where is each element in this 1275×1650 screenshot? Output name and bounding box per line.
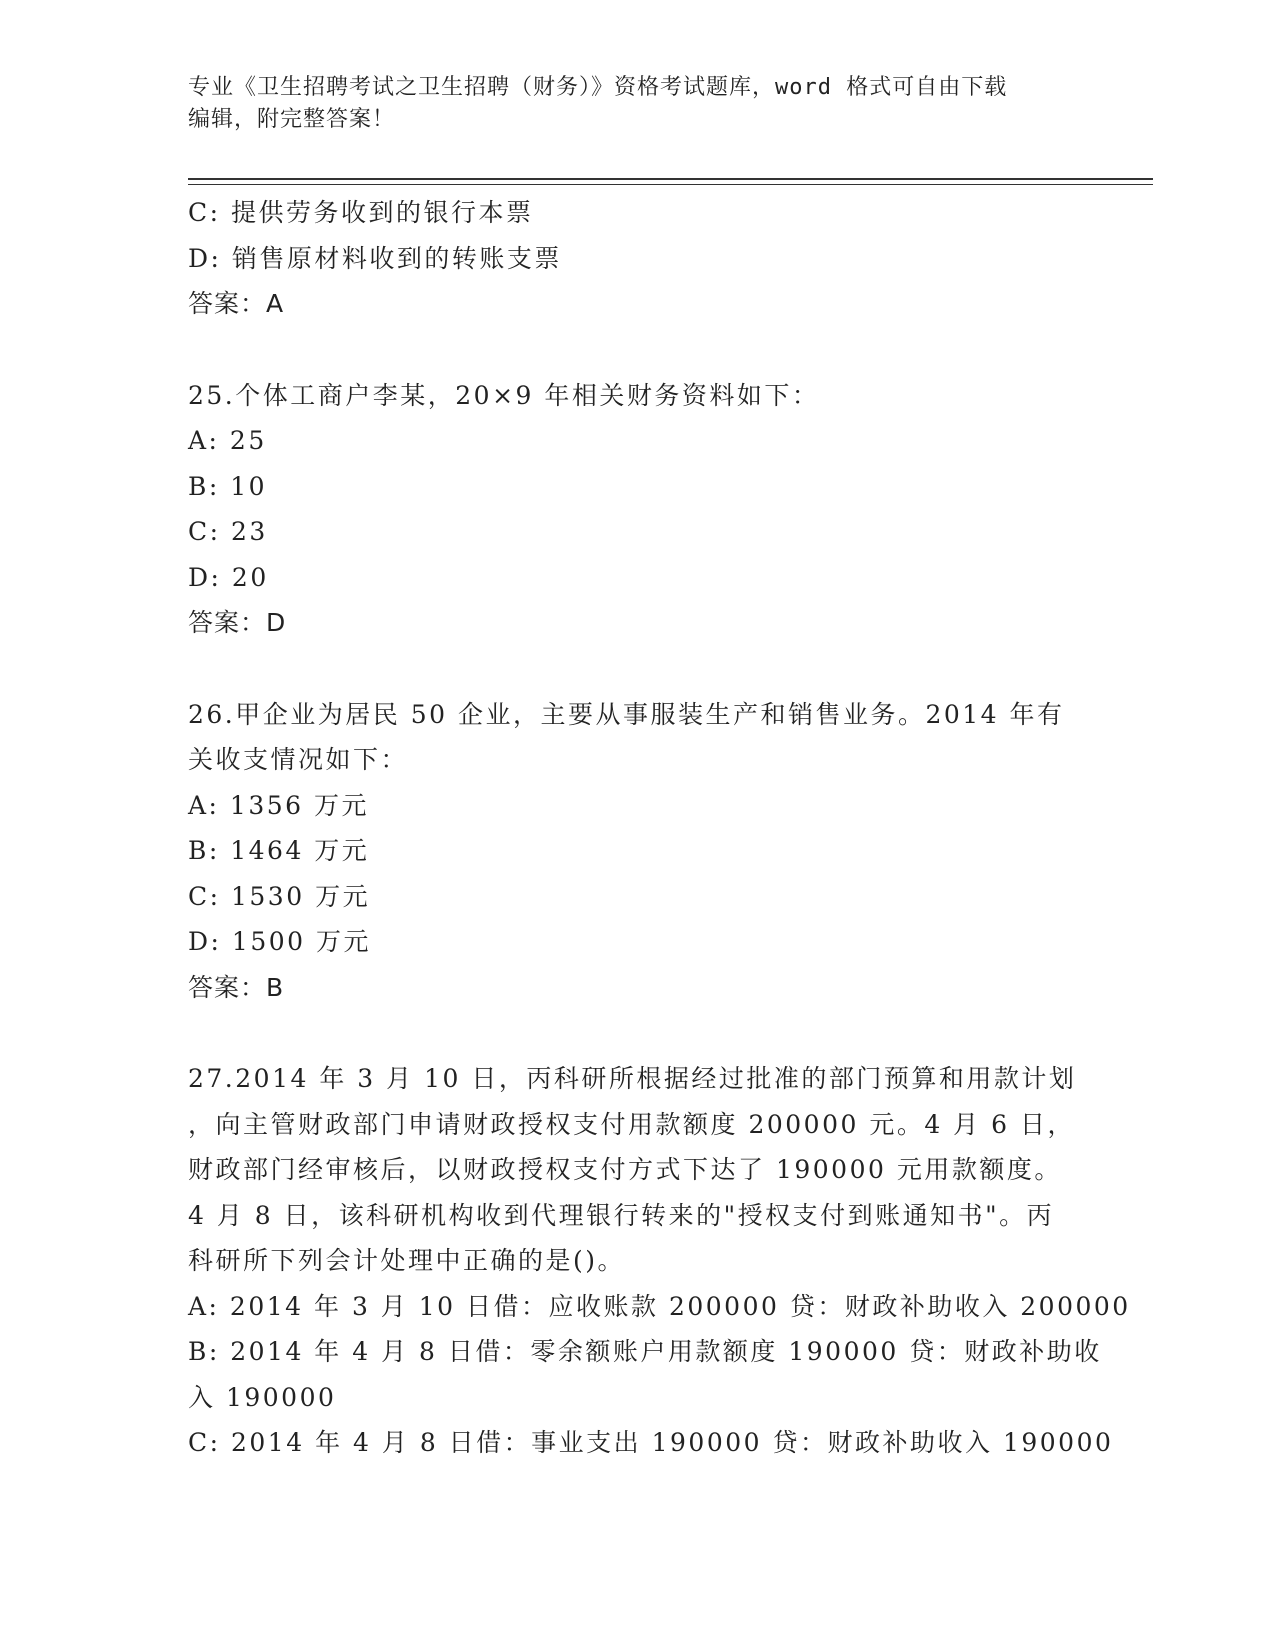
option-b-line: B: 2014 年 4 月 8 日借：零余额账户用款额度 190000 贷：财政补助收 xyxy=(188,1337,1102,1366)
question-spacer xyxy=(188,1010,1088,1056)
option-d: D: 1500 万元 xyxy=(188,927,371,956)
option-a: A: 25 xyxy=(188,426,267,455)
question-spacer xyxy=(188,646,1088,692)
answer-label: 答案：D xyxy=(188,608,287,637)
option-a: A: 2014 年 3 月 10 日借：应收账款 200000 贷：财政补助收入 200000 xyxy=(188,1291,1131,1321)
question-stem-line: 4 月 8 日，该科研机构收到代理银行转来的"授权支付到账通知书"。丙 xyxy=(188,1200,1055,1230)
question-stem-line: ，向主管财政部门申请财政授权支付用款额度 200000 元。4 月 6 日， xyxy=(188,1109,1075,1139)
option-c: C: 提供劳务收到的银行本票 xyxy=(188,198,534,227)
document-header xyxy=(188,72,1068,136)
option-b-line: 入 190000 xyxy=(188,1382,337,1412)
question-stem-line: 26.甲企业为居民 50 企业，主要从事服装生产和销售业务。2014 年有 xyxy=(188,699,1065,729)
option-c: C: 1530 万元 xyxy=(188,881,371,911)
question-stem-line: 关收支情况如下： xyxy=(188,745,409,774)
answer-label: 答案：B xyxy=(188,972,285,1002)
question-stem: 25.个体工商户李某，20×9 年相关财务资料如下： xyxy=(188,380,820,410)
question-stem-line: 财政部门经审核后，以财政授权支付方式下达了 190000 元用款额度。 xyxy=(188,1155,1062,1184)
option-b: B: 1464 万元 xyxy=(188,836,370,865)
header-line-1: 专业《卫生招聘考试之卫生招聘（财务）》资格考试题库，word 格式可自由下载 xyxy=(188,75,1008,100)
question-stem-line: 27.2014 年 3 月 10 日，丙科研所根据经过批准的部门预算和用款计划 xyxy=(188,1064,1077,1093)
option-b: B: 10 xyxy=(188,471,268,501)
header-line-2: 编辑，附完整答案！ xyxy=(188,107,396,132)
header-divider-thick xyxy=(188,178,1153,180)
question-stem-line: 科研所下列会计处理中正确的是()。 xyxy=(188,1246,626,1275)
question-24-tail xyxy=(188,190,1088,327)
answer-label: 答案：A xyxy=(188,289,285,318)
option-d: D: 20 xyxy=(188,562,269,592)
question-25 xyxy=(188,373,1088,646)
question-26 xyxy=(188,692,1088,1011)
option-c: C: 2014 年 4 月 8 日借：事业支出 190000 贷：财政补助收入 190000 xyxy=(188,1428,1114,1457)
option-c: C: 23 xyxy=(188,517,268,546)
option-a: A: 1356 万元 xyxy=(188,790,369,820)
header-divider-thin xyxy=(188,184,1153,185)
question-spacer xyxy=(188,327,1088,373)
question-list xyxy=(188,190,1131,1466)
question-27 xyxy=(188,1056,1131,1466)
option-d: D: 销售原材料收到的转账支票 xyxy=(188,243,562,273)
